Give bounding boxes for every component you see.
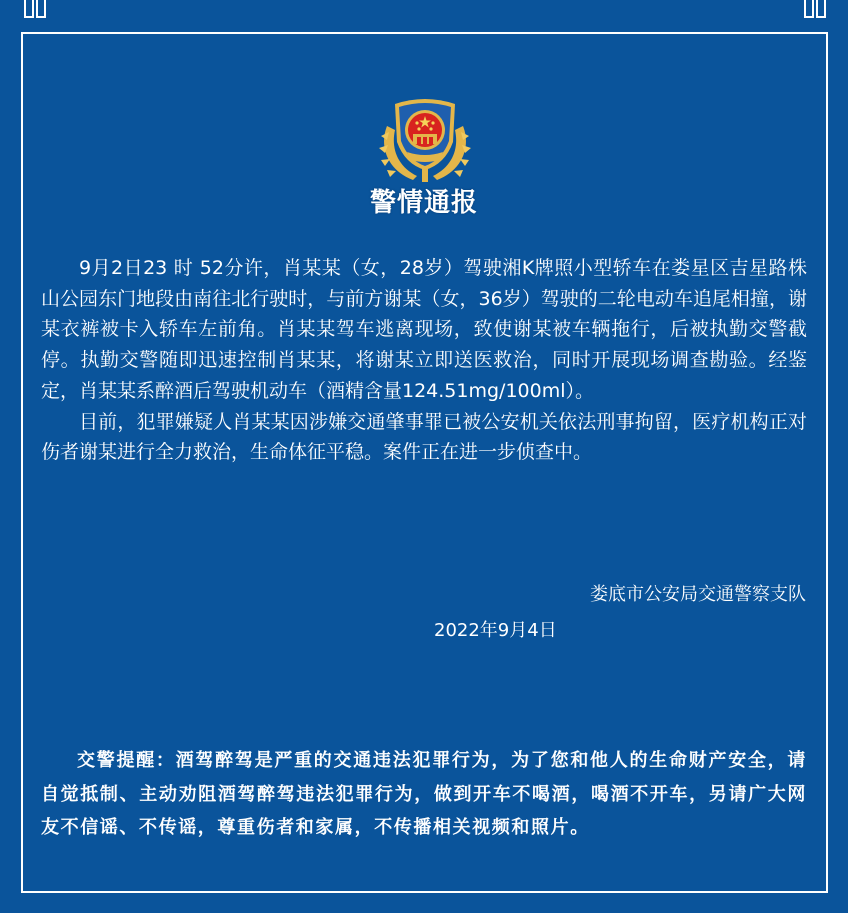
paragraph-incident: 9月2日23 时 52分许，肖某某（女，28岁）驾驶湘K牌照小型轿车在娄星区吉星路株山公园东门地段由南往北行驶时，与前方谢某（女，36岁）驾驶的二轮电动车追尾相撞，谢某衣裤被卡入轿车左前角。肖某某驾车逃离现场，致使谢某被车辆拖行，后被执勤交警截停。执勤交警随即迅速控制肖某某，将谢某立即送医救治，同时开展现场调查勘验。经鉴定，肖某某系醉酒后驾驶机动车（酒精含量124.51mg/100ml）。 bbox=[41, 257, 807, 402]
frame-tab-mark bbox=[36, 0, 46, 18]
reminder-text: 交警提醒：酒驾醉驾是严重的交通违法犯罪行为，为了您和他人的生命财产安全，请自觉抵制、主动劝阻酒驾醉驾违法犯罪行为，做到开车不喝酒，喝酒不开车，另请广大网友不信谣、不传谣，尊重伤者和家属，不传播相关视频和照片。 bbox=[41, 750, 807, 838]
frame-tab-mark bbox=[24, 0, 34, 18]
frame-tab-mark bbox=[804, 0, 814, 18]
traffic-police-reminder bbox=[41, 744, 807, 845]
police-emblem-icon bbox=[373, 96, 477, 188]
issue-date: 2022年9月4日 bbox=[434, 620, 557, 641]
notice-title: 警情通报 bbox=[369, 188, 478, 218]
paragraph-status: 目前，犯罪嫌疑人肖某某因涉嫌交通肇事罪已被公安机关依法刑事拘留，医疗机构正对伤者谢某进行全力救治，生命体征平稳。案件正在进一步侦查中。 bbox=[41, 410, 807, 464]
issuer-signature: 娄底市公安局交通警察支队 bbox=[590, 584, 806, 605]
notice-body bbox=[41, 253, 807, 468]
frame-tab-mark bbox=[816, 0, 826, 18]
